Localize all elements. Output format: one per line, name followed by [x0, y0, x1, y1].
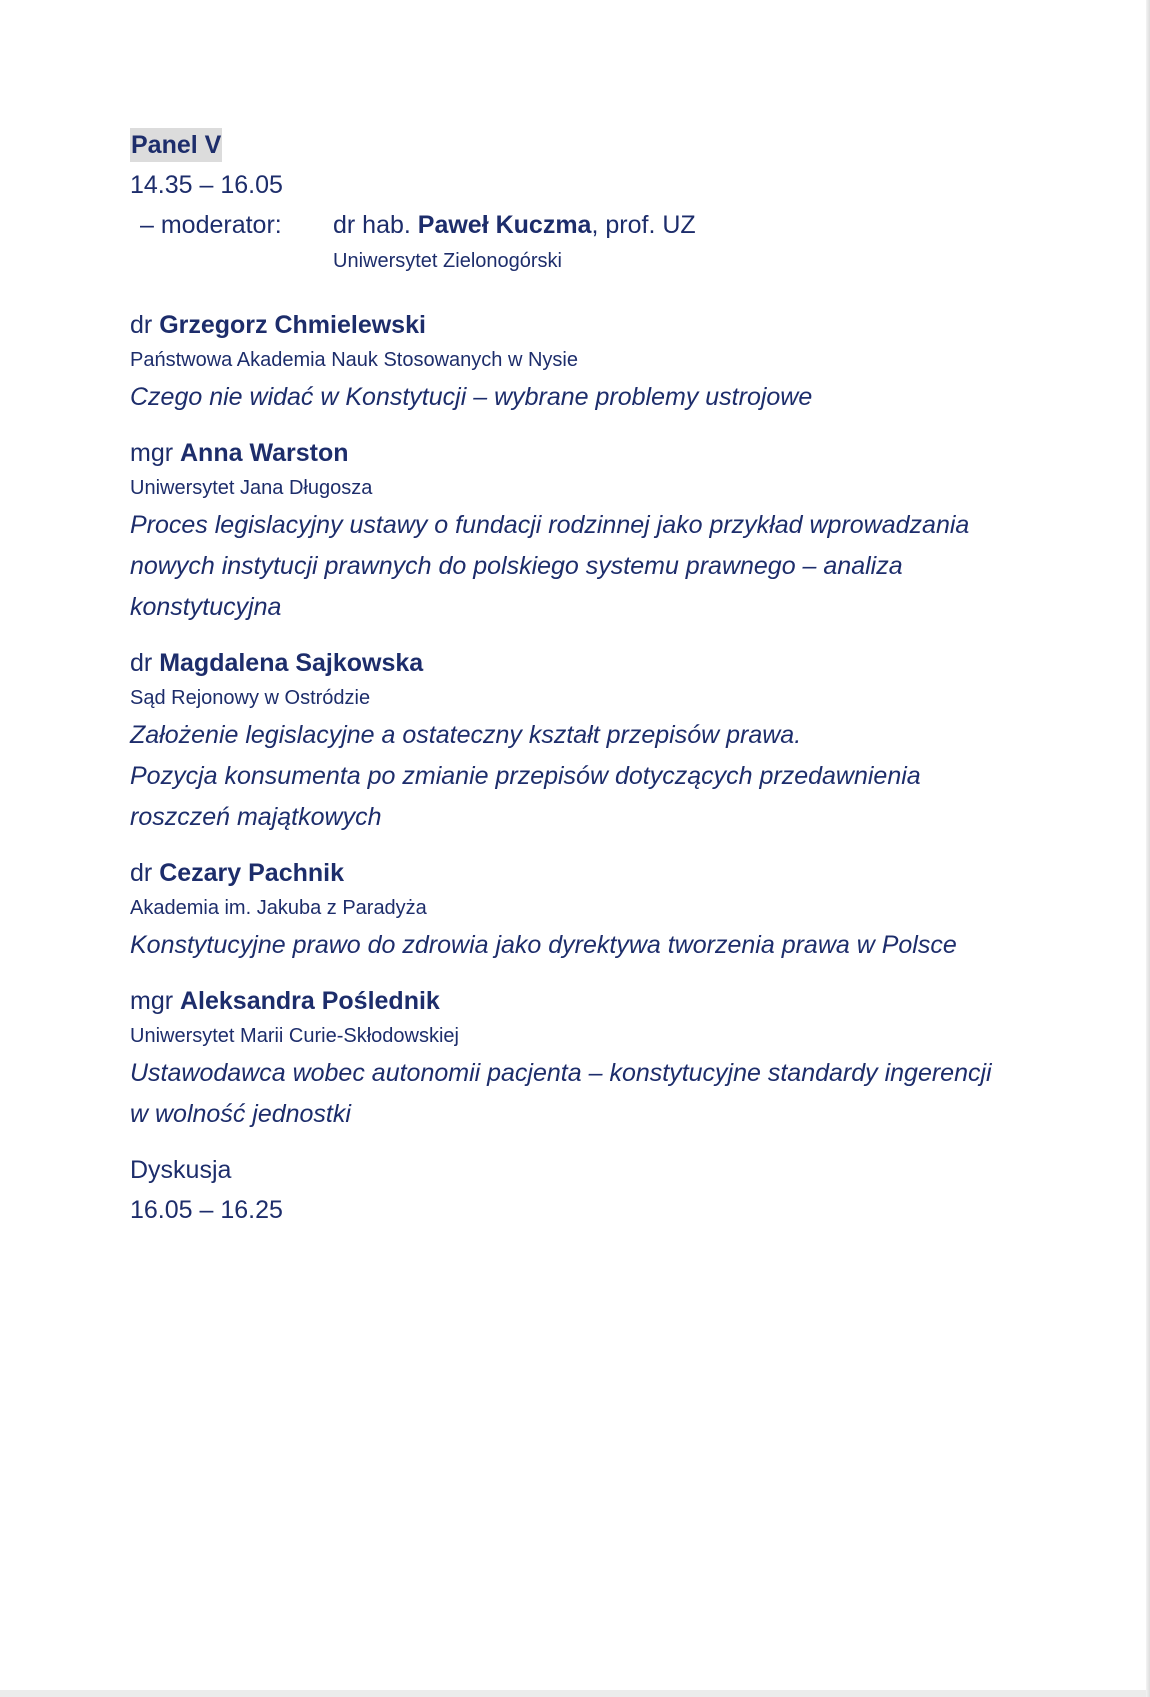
speaker-fullname: Cezary Pachnik: [159, 859, 345, 887]
page-edge: [1146, 0, 1150, 1697]
talk-topic: [130, 1053, 1090, 1135]
program-content: [130, 128, 1090, 1227]
discussion-label: Dyskusja: [130, 1156, 232, 1184]
topic-line: Konstytucyjne prawo do zdrowia jako dyrektywa tworzenia prawa w Polsce: [130, 931, 957, 959]
panel-title: Panel V: [130, 128, 222, 162]
speaker-fullname: Magdalena Sajkowska: [159, 649, 424, 677]
speaker-name: [130, 984, 1090, 1018]
speaker-name: [130, 436, 1090, 470]
speaker-title: mgr: [130, 439, 180, 467]
topic-line: Pozycja konsumenta po zmianie przepisów dotyczących przedawnienia: [130, 762, 921, 790]
topic-line: w wolność jednostki: [130, 1100, 351, 1128]
speaker-title: dr: [130, 649, 160, 677]
moderator-surname: Paweł Kuczma: [417, 211, 592, 239]
talk-topic: [130, 715, 1090, 838]
speaker-affiliation: Akademia im. Jakuba z Paradyża: [130, 897, 427, 919]
topic-line: Ustawodawca wobec autonomii pacjenta – konstytucyjne standardy ingerencji: [130, 1059, 992, 1087]
speaker-entry: [130, 436, 1090, 628]
moderator-row: [130, 208, 1090, 248]
moderator-suffix: , prof. UZ: [591, 211, 696, 239]
moderator-prefix: dr hab.: [333, 211, 418, 239]
speaker-fullname: Grzegorz Chmielewski: [159, 311, 426, 339]
moderator-affiliation: Uniwersytet Zielonogórski: [333, 250, 562, 272]
speaker-entry: [130, 646, 1090, 838]
speaker-fullname: Aleksandra Poślednik: [180, 987, 440, 1015]
discussion-time: 16.05 – 16.25: [130, 1196, 283, 1224]
speaker-title: mgr: [130, 987, 180, 1015]
topic-line: nowych instytucji prawnych do polskiego systemu prawnego – analiza: [130, 552, 903, 580]
panel-time: 14.35 – 16.05: [130, 171, 283, 199]
speaker-entry: [130, 984, 1090, 1135]
speaker-name: [130, 308, 1090, 342]
talk-topic: [130, 377, 1090, 418]
panel-header: [130, 128, 1090, 274]
speaker-fullname: Anna Warston: [180, 439, 349, 467]
topic-line: Czego nie widać w Konstytucji – wybrane problemy ustrojowe: [130, 383, 813, 411]
topic-line: konstytucyjna: [130, 593, 282, 621]
moderator-label: – moderator:: [140, 211, 282, 239]
speaker-affiliation: Uniwersytet Marii Curie-Skłodowskiej: [130, 1025, 459, 1047]
speaker-affiliation: Państwowa Akademia Nauk Stosowanych w Nysie: [130, 349, 578, 371]
speaker-affiliation: Sąd Rejonowy w Ostródzie: [130, 687, 371, 709]
speaker-title: dr: [130, 859, 160, 887]
talk-topic: [130, 925, 1090, 966]
speaker-title: dr: [130, 311, 160, 339]
speaker-name: [130, 856, 1090, 890]
speaker-entry: [130, 856, 1090, 966]
speaker-affiliation: Uniwersytet Jana Długosza: [130, 477, 373, 499]
topic-line: Założenie legislacyjne a ostateczny kształt przepisów prawa.: [130, 721, 802, 749]
speaker-name: [130, 646, 1090, 680]
topic-line: roszczeń majątkowych: [130, 803, 382, 831]
talk-topic: [130, 505, 1090, 628]
moderator-name: [333, 208, 696, 242]
speaker-entry: [130, 308, 1090, 418]
discussion-block: [130, 1153, 1090, 1227]
topic-line: Proces legislacyjny ustawy o fundacji rodzinnej jako przykład wprowadzania: [130, 511, 970, 539]
